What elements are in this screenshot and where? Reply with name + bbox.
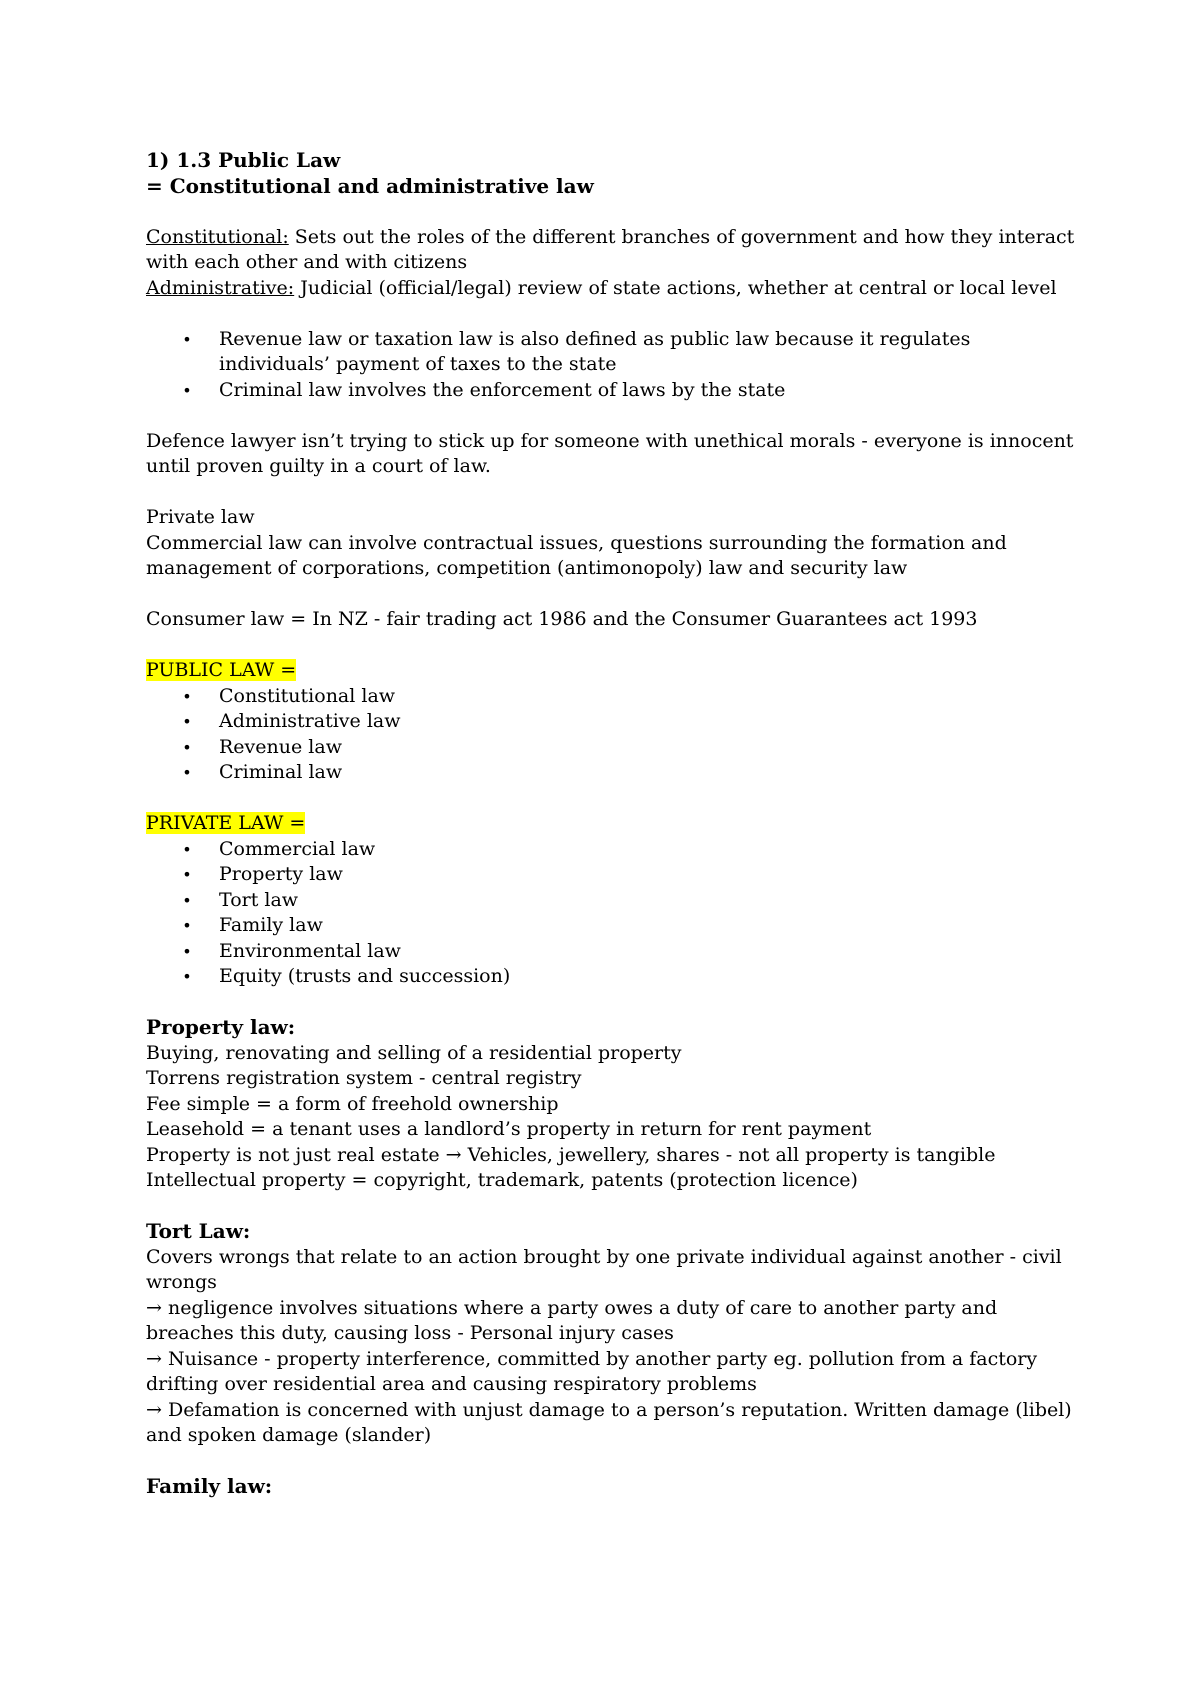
spacer <box>146 480 1076 506</box>
document-subtitle: = Constitutional and administrative law <box>146 173 594 198</box>
list-item <box>146 378 1076 404</box>
spacer <box>146 786 1076 812</box>
bullet-icon: • <box>182 941 192 961</box>
document-title: 1) 1.3 Public Law <box>146 148 341 172</box>
constitutional-text: Sets out the roles of the different branches of government and how they interact with each other and with citizens <box>146 225 1075 273</box>
list-item-text: Family law <box>219 914 323 936</box>
spacer <box>146 199 1076 225</box>
public-law-label: PUBLIC LAW = <box>146 659 297 681</box>
spacer <box>146 301 1076 327</box>
private-law-list <box>146 837 1076 990</box>
list-item <box>146 939 1076 965</box>
spacer <box>146 990 1076 1016</box>
bullet-icon: • <box>182 380 192 400</box>
tort-law-paragraph: Covers wrongs that relate to an action brought by one private individual against another - civil wrongs <box>146 1245 1062 1293</box>
tort-law-heading: Tort Law: <box>146 1219 251 1243</box>
list-item-text: Environmental law <box>219 939 401 962</box>
list-item <box>146 964 1076 990</box>
property-law-heading: Property law: <box>146 1015 296 1039</box>
list-item <box>146 862 1076 888</box>
property-law-line: Fee simple = a form of freehold ownership <box>146 1092 559 1115</box>
list-item <box>146 327 1076 378</box>
property-law-line: Leasehold = a tenant uses a landlord’s property in return for rent payment <box>146 1118 872 1140</box>
property-law-line: Intellectual property = copyright, trademark, patents (protection licence) <box>146 1169 858 1191</box>
bullet-icon: • <box>182 712 192 731</box>
tort-law-paragraph: → Nuisance - property interference, committed by another party eg. pollution from a factory drifting over residential area and causing respiratory problems <box>146 1347 1038 1395</box>
list-item-text: Administrative law <box>219 710 401 732</box>
spacer <box>146 633 1076 659</box>
private-law-label: PRIVATE LAW = <box>146 812 306 834</box>
spacer <box>146 403 1076 429</box>
spacer <box>146 582 1076 608</box>
bullet-icon: • <box>182 916 192 935</box>
bullet-icon: • <box>182 967 192 986</box>
list-item <box>146 709 1076 735</box>
bullet-icon: • <box>182 686 192 706</box>
spacer <box>146 1449 1076 1475</box>
list-item-text: Property law <box>219 863 343 885</box>
list-item-text: Commercial law <box>219 837 376 860</box>
property-law-line: Property is not just real estate → Vehicles, jewellery, shares - not all property is tangible <box>146 1143 996 1166</box>
bullet-icon: • <box>182 890 192 910</box>
bullet-icon: • <box>182 839 192 859</box>
defence-paragraph: Defence lawyer isn’t trying to stick up for someone with unethical morals - everyone is innocent until proven guilty in a court of law. <box>146 429 1074 477</box>
list-item-text: Revenue law or taxation law is also defined as public law because it regulates individuals’ payment of taxes to the state <box>219 327 971 375</box>
list-item <box>146 888 1076 914</box>
list-item-text: Revenue law <box>219 735 342 758</box>
list-item <box>146 760 1076 786</box>
constitutional-definition <box>146 225 1076 276</box>
list-item-text: Equity (trusts and succession) <box>219 965 511 987</box>
document-page <box>146 148 1076 1500</box>
bullet-icon: • <box>182 329 192 349</box>
list-item-text: Criminal law involves the enforcement of laws by the state <box>219 378 786 401</box>
spacer <box>146 1194 1076 1220</box>
list-item <box>146 837 1076 863</box>
consumer-paragraph: Consumer law = In NZ - fair trading act 1986 and the Consumer Guarantees act 1993 <box>146 608 978 630</box>
list-item-text: Criminal law <box>219 761 343 783</box>
list-item-text: Constitutional law <box>219 684 396 707</box>
family-law-heading: Family law: <box>146 1474 273 1498</box>
list-item <box>146 913 1076 939</box>
bullet-icon: • <box>182 865 192 884</box>
bullet-icon: • <box>182 763 192 782</box>
bullet-icon: • <box>182 737 192 757</box>
private-law-line: Private law <box>146 506 255 528</box>
commercial-paragraph: Commercial law can involve contractual issues, questions surrounding the formation and management of corporations, competition (antimonopoly) law and security law <box>146 531 1007 579</box>
tort-law-paragraph: → negligence involves situations where a party owes a duty of care to another party and breaches this duty, causing loss - Personal injury cases <box>146 1296 998 1344</box>
administrative-text: Judicial (official/legal) review of state actions, whether at central or local level <box>294 276 1057 299</box>
public-law-list <box>146 684 1076 786</box>
property-law-line: Buying, renovating and selling of a residential property <box>146 1041 682 1064</box>
tort-law-paragraph: → Defamation is concerned with unjust damage to a person’s reputation. Written damage (libel) and spoken damage (slander) <box>146 1398 1072 1446</box>
list-item <box>146 735 1076 761</box>
administrative-definition <box>146 276 1076 302</box>
property-law-line: Torrens registration system - central registry <box>146 1067 582 1089</box>
administrative-label: Administrative: <box>146 276 295 299</box>
list-item <box>146 684 1076 710</box>
constitutional-label: Constitutional: <box>146 225 289 248</box>
public-law-notes-list <box>146 327 1076 404</box>
list-item-text: Tort law <box>219 888 299 911</box>
